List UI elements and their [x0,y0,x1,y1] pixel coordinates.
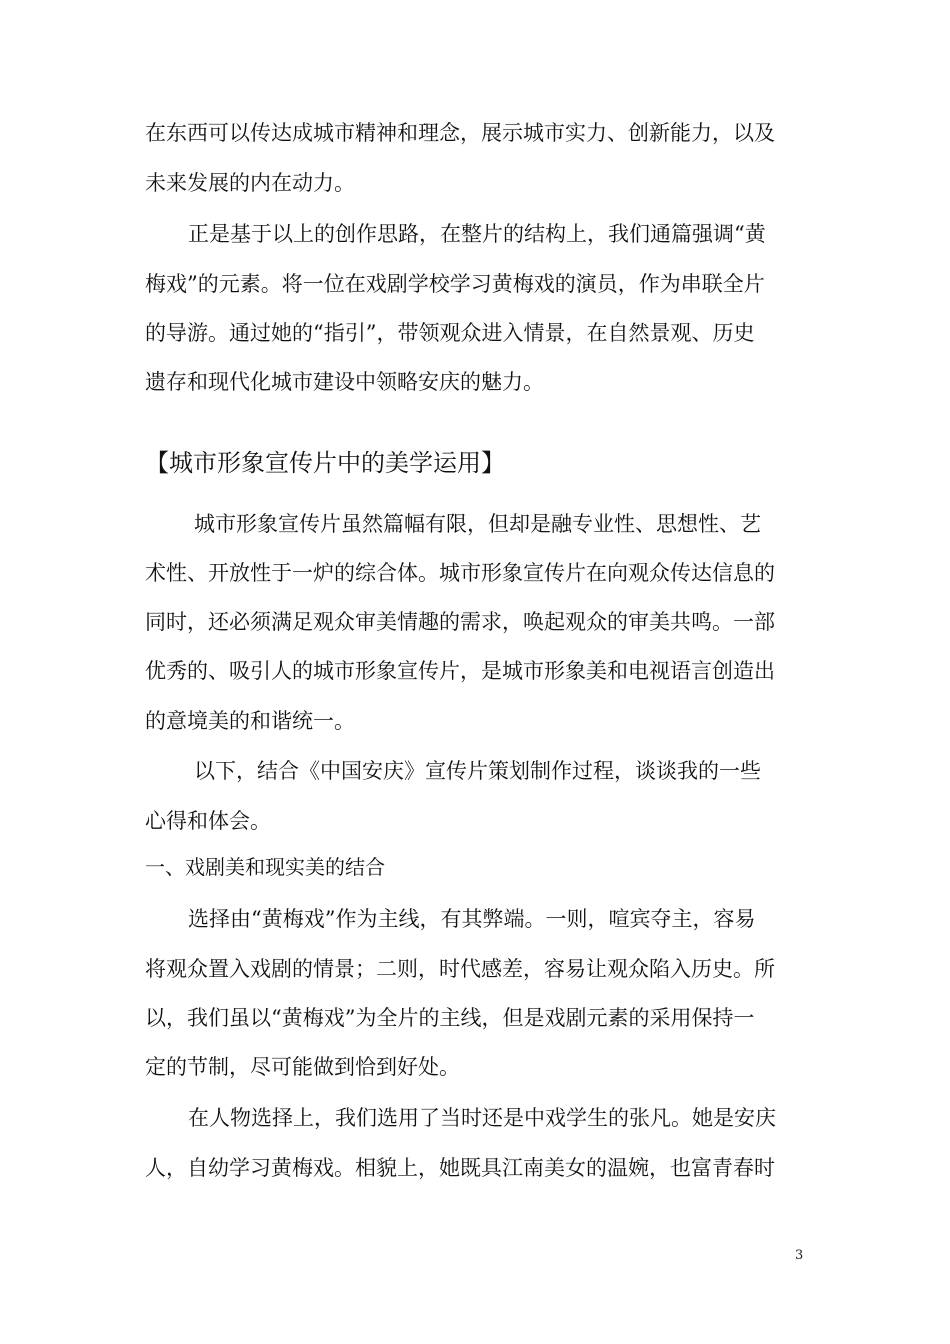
body-line: 城市形象宣传片虽然篇幅有限，但却是融专业性、思想性、艺 [194,512,761,536]
body-line: 同时，还必须满足观众审美情趣的需求，唤起观众的审美共鸣。一部 [145,610,775,634]
body-line: 的意境美的和谐统一。 [145,709,355,733]
section-heading: 【城市形象宣传片中的美学运用】 [145,449,505,477]
body-line: 正是基于以上的创作思路，在整片的结构上，我们通篇强调“黄 [188,222,766,246]
page-number: 3 [795,1248,804,1263]
body-line: 心得和体会。 [145,809,271,833]
body-line: 以下，结合《中国安庆》宣传片策划制作过程，谈谈我的一些 [194,759,761,783]
body-line: 遗存和现代化城市建设中领略安庆的魅力。 [145,370,544,394]
body-line: 术性、开放性于一炉的综合体。城市形象宣传片在向观众传达信息的 [145,561,775,585]
body-line: 定的节制，尽可能做到恰到好处。 [145,1055,460,1079]
body-line: 的导游。通过她的“指引”，带领观众进入情景，在自然景观、历史 [145,321,755,345]
body-line: 梅戏”的元素。将一位在戏剧学校学习黄梅戏的演员，作为串联全片 [145,272,765,296]
body-line: 在东西可以传达成城市精神和理念，展示城市实力、创新能力，以及 [145,121,775,145]
body-line: 选择由“黄梅戏”作为主线，有其弊端。一则，喧宾夺主，容易 [188,907,756,931]
body-line: 以，我们虽以“黄梅戏”为全片的主线，但是戏剧元素的采用保持一 [145,1006,755,1030]
body-line: 将观众置入戏剧的情景；二则，时代感差，容易让观众陷入历史。所 [145,957,775,981]
subsection-heading: 一、戏剧美和现实美的结合 [145,855,385,879]
body-line: 未来发展的内在动力。 [145,171,355,195]
body-line: 在人物选择上，我们选用了当时还是中戏学生的张凡。她是安庆 [188,1106,776,1130]
body-line: 优秀的、吸引人的城市形象宣传片，是城市形象美和电视语言创造出 [145,659,775,683]
body-line: 人，自幼学习黄梅戏。相貌上，她既具江南美女的温婉，也富青春时 [145,1156,775,1180]
